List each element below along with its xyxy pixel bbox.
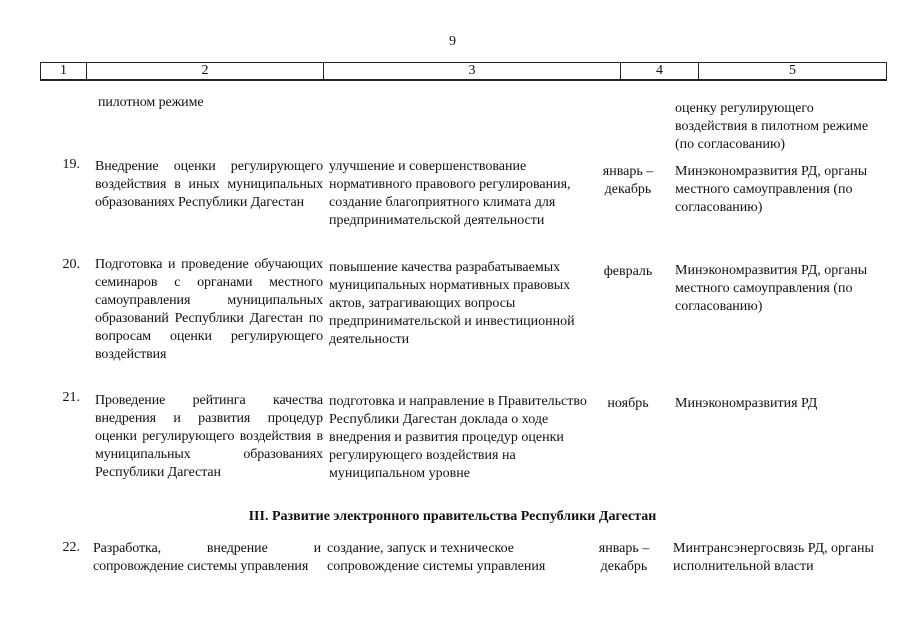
row-action: Проведение рейтинга качества внедрения и развития процедур оценки регулирующего воздействия в муниципальных образованиях Республики Дагестан bbox=[95, 393, 323, 480]
row-period: январь – декабрь bbox=[598, 541, 650, 574]
continuation-action-text: пилотном режиме bbox=[98, 95, 204, 110]
row-number: 22. bbox=[62, 540, 80, 555]
row-number: 20. bbox=[62, 257, 80, 272]
row-number: 19. bbox=[62, 157, 80, 172]
header-col-2: 2 bbox=[87, 63, 324, 79]
header-col-1: 1 bbox=[41, 63, 87, 79]
table-header-row bbox=[40, 62, 887, 81]
row-period: ноябрь bbox=[607, 396, 649, 411]
row-period: январь – декабрь bbox=[602, 164, 654, 197]
row-responsible: Минэкономразвития РД, органы местного самоуправления (по согласованию) bbox=[675, 263, 868, 314]
row-result: улучшение и совершенствование нормативного правового регулирования, создание благоприятного климата для предпринимательской деятельности bbox=[329, 159, 571, 228]
row-responsible: Минэкономразвития РД, органы местного самоуправления (по согласованию) bbox=[675, 164, 868, 215]
section-heading: III. Развитие электронного правительства Республики Дагестан bbox=[248, 509, 657, 524]
row-result: создание, запуск и техническое сопровождение системы управления bbox=[327, 541, 546, 574]
row-action: Внедрение оценки регулирующего воздействия в иных муниципальных образованиях Республики Дагестан bbox=[95, 159, 323, 210]
row-number: 21. bbox=[62, 390, 80, 405]
row-result: повышение качества разрабатываемых муниципальных нормативных правовых актов, затрагивающих вопросы предпринимательской и инвестиционной деятельности bbox=[329, 260, 575, 347]
page-number: 9 bbox=[449, 34, 456, 49]
continuation-responsible-text: оценку регулирующего воздействия в пилотном режиме (по согласованию) bbox=[675, 101, 869, 152]
header-col-4: 4 bbox=[621, 63, 699, 79]
row-action: Подготовка и проведение обучающих семинаров с органами местного самоуправления муниципальных образований Республики Дагестан по вопросам оценки регулирующего воздействия bbox=[95, 257, 323, 362]
header-col-5: 5 bbox=[789, 63, 796, 78]
row-responsible: Минтрансэнергосвязь РД, органы исполнительной власти bbox=[673, 541, 874, 574]
header-col-3: 3 bbox=[324, 63, 621, 79]
row-period: февраль bbox=[603, 264, 653, 279]
row-responsible: Минэкономразвития РД bbox=[675, 396, 818, 411]
row-action: Разработка, внедрение и сопровождение системы управления bbox=[93, 541, 321, 574]
row-result: подготовка и направление в Правительство Республики Дагестан доклада о ходе внедрения и развития процедур оценки регулирующего воздействия на муниципальном уровне bbox=[329, 394, 587, 481]
